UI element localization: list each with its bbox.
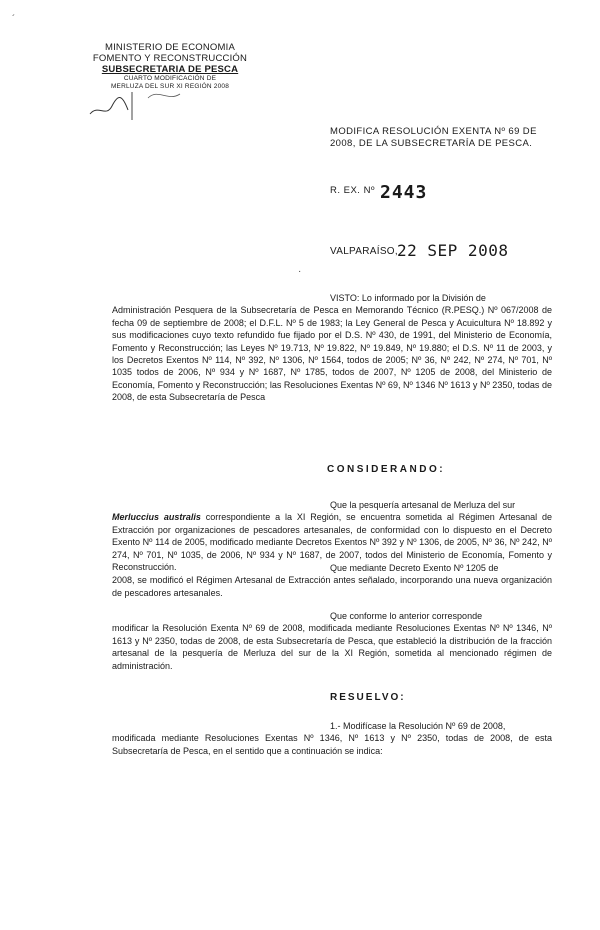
letterhead-merluza: MERLUZA DEL SUR XI REGIÓN 2008 (110, 83, 230, 90)
c3-body: modificar la Resolución Exenta Nº 69 de 2008, modificada mediante Resoluciones Exentas Nº Nº 1346, Nº 1613 y Nº 2350, todas de 2008, de esta Subsecretaría de Pesca, que estableció la distribución de la fracción artesanal de la pesquería de Merluza del sur de la XI Región, sometida al mencionado régimen de administración. (112, 623, 552, 671)
resuelvo-heading: RESUELVO: (330, 692, 406, 703)
rex-number: 2443 (380, 182, 428, 203)
title-line-1: MODIFICA RESOLUCIÓN EXENTA Nº 69 DE (330, 126, 537, 137)
visto-body: Administración Pesquera de la Subsecretaría de Pesca en Memorando Técnico (R.PESQ.) Nº 067/2008 de fecha 09 de septiembre de 2008; el D.F.L. Nº 5 de 1983; la Ley General de Pesca y Acuicultura Nº 18.892 y sus modificaciones cuyo texto refundido fue fijado por el D.S. Nº 430, de 1991, del Ministerio de Economía, Fomento y Reconstrucción; las Leyes Nº 19.713, Nº 19.822, Nº 19.849, Nº 19.880; el D.S. Nº 11 de 2003, y los Decretos Exentos Nº 114, Nº 392, Nº 1306, Nº 1564, todos de 2005; Nº 36, Nº 242, Nº 274, Nº 701, Nº 1035 todos de 2006, Nº 934 y Nº 1687, Nº 1785, todos de 2007, Nº 1205 de 2008, del Ministerio de Economía, Fomento y Reconstrucción; las Resoluciones Exentas Nº 69, Nº 1346 Nº 1613 y Nº 2350, todas de 2008, de esta Subsecretaría de Pesca (112, 305, 552, 403)
letterhead-ministry-2: FOMENTO Y RECONSTRUCCIÓN (92, 53, 248, 64)
scan-dot: · (298, 266, 302, 277)
c2-body: 2008, se modificó el Régimen Artesanal de Extracción antes señalado, incorporando una nueva organización de pescadores artesanales. (112, 575, 552, 598)
letterhead-ministry: MINISTERIO DE ECONOMIA (104, 42, 236, 53)
letterhead-cuarto: CUARTO MODIFICACIÓN DE (123, 75, 217, 82)
rex-label: R. EX. Nº (330, 185, 375, 196)
date-place: VALPARAÍSO, (330, 246, 398, 257)
resuelvo-1 (112, 720, 552, 757)
document-title (330, 126, 560, 150)
c1-body: correspondiente a la XI Región, se encuentra sometida al Régimen Artesanal de Extracción por organizaciones de pescadores artesanales, de conformidad con lo dispuesto en el Decreto Exento Nº 114 de 2005, modificado mediante Decretos Exentos Nº 392 y Nº 1306, de 2005, Nº 36, Nº 242, Nº 274, Nº 701, Nº 1035, de 2006, Nº 934 y Nº 1687, de 2007, todos del Ministerio de Economía, Fomento y Reconstrucción. (112, 512, 552, 573)
visto-paragraph (112, 292, 552, 404)
letterhead-subsecretaria: SUBSECRETARIA DE PESCA (101, 64, 239, 75)
considerando-3 (112, 610, 552, 672)
r1-lead: 1.- Modifícase la Resolución Nº 69 de 2008, (330, 721, 506, 731)
scan-mark: ´ (12, 14, 16, 25)
c3-lead: Que conforme lo anterior corresponde (330, 611, 483, 621)
considerando-2 (112, 562, 552, 599)
title-line-2: 2008, DE LA SUBSECRETARÍA DE PESCA. (330, 138, 533, 149)
date-stamp: 22 SEP 2008 (397, 241, 509, 260)
r1-body: modificada mediante Resoluciones Exentas Nº 1346, Nº 1613 y Nº 2350, todas de 2008, de esta Subsecretaría de Pesca, en el sentido que a continuación se indica: (112, 733, 552, 756)
considerando-heading: CONSIDERANDO: (327, 464, 446, 475)
c1-lead: Que la pesquería artesanal de Merluza del sur (330, 500, 516, 510)
visto-lead: VISTO: Lo informado por la División de (330, 293, 486, 303)
initials-signature (88, 84, 228, 124)
c2-lead: Que mediante Decreto Exento Nº 1205 de (330, 563, 499, 573)
species-name: Merluccius australis (112, 512, 201, 523)
